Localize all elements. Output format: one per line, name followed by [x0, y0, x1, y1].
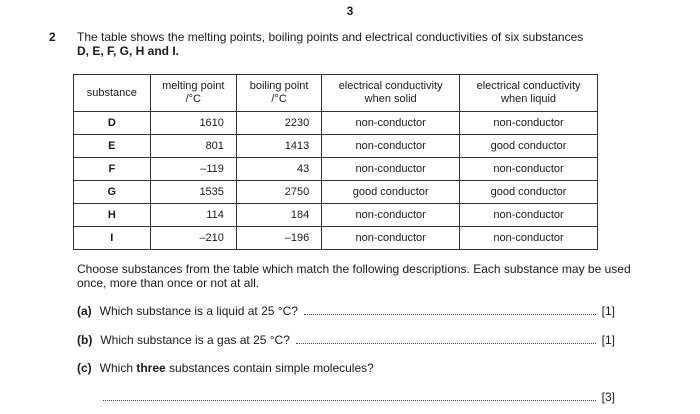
part-c-label: (c) [77, 361, 92, 375]
cell-conductivity-liquid: non-conductor [460, 204, 598, 227]
header-substance: substance [74, 75, 151, 112]
table-row [74, 112, 598, 135]
cell-conductivity-solid: good conductor [322, 181, 460, 204]
table-header-row [74, 75, 598, 112]
cell-boiling: 2230 [236, 112, 321, 135]
part-b [77, 333, 615, 347]
substances-table [73, 74, 598, 250]
cell-conductivity-solid: non-conductor [322, 204, 460, 227]
table-row [74, 181, 598, 204]
cell-substance: F [74, 158, 151, 181]
part-b-text: Which substance is a gas at 25 °C? [100, 333, 290, 347]
part-a [77, 304, 615, 318]
cell-melting: 114 [150, 204, 236, 227]
cell-conductivity-liquid: good conductor [460, 135, 598, 158]
part-c-answer-row [103, 390, 615, 404]
table-row [74, 135, 598, 158]
part-b-marks: [1] [601, 333, 615, 347]
cell-substance: D [74, 112, 151, 135]
question-intro [77, 30, 637, 58]
header-melting-point: melting point /°C [150, 75, 236, 112]
cell-boiling: 1413 [236, 135, 321, 158]
header-conductivity-solid: electrical conductivity when solid [322, 75, 460, 112]
cell-melting: 801 [150, 135, 236, 158]
table-row [74, 158, 598, 181]
cell-boiling: 43 [236, 158, 321, 181]
part-a-text: Which substance is a liquid at 25 °C? [99, 304, 298, 318]
cell-boiling: 184 [236, 204, 321, 227]
cell-conductivity-solid: non-conductor [322, 227, 460, 250]
cell-boiling: –196 [236, 227, 321, 250]
part-a-marks: [1] [601, 304, 615, 318]
cell-conductivity-liquid: non-conductor [460, 158, 598, 181]
cell-substance: G [74, 181, 151, 204]
cell-conductivity-solid: non-conductor [322, 158, 460, 181]
cell-conductivity-liquid: good conductor [460, 181, 598, 204]
table-row [74, 204, 598, 227]
question-intro-line1: The table shows the melting points, boiling points and electrical conductivities of six substances [77, 30, 584, 44]
part-c [77, 361, 615, 375]
cell-boiling: 2750 [236, 181, 321, 204]
instructions: Choose substances from the table which match the following descriptions. Each substance may be used once, more than once or not at all. [77, 262, 631, 290]
part-b-label: (b) [77, 333, 93, 347]
cell-conductivity-solid: non-conductor [322, 135, 460, 158]
part-a-label: (a) [77, 304, 92, 318]
part-c-marks: [3] [601, 390, 615, 404]
cell-conductivity-liquid: non-conductor [460, 227, 598, 250]
page-number: 3 [346, 4, 354, 18]
cell-melting: –210 [150, 227, 236, 250]
header-boiling-point: boiling point /°C [236, 75, 321, 112]
part-c-answer-line[interactable] [103, 391, 596, 401]
table-row [74, 227, 598, 250]
cell-melting: –119 [150, 158, 236, 181]
cell-substance: H [74, 204, 151, 227]
part-b-answer-line[interactable] [296, 334, 596, 344]
question-intro-line2: D, E, F, G, H and I. [77, 44, 180, 58]
part-a-answer-line[interactable] [304, 305, 596, 315]
header-conductivity-liquid: electrical conductivity when liquid [460, 75, 598, 112]
cell-melting: 1535 [150, 181, 236, 204]
cell-substance: I [74, 227, 151, 250]
question-number: 2 [49, 30, 56, 44]
part-c-text: Which three substances contain simple molecules? [99, 361, 374, 375]
cell-substance: E [74, 135, 151, 158]
cell-conductivity-solid: non-conductor [322, 112, 460, 135]
cell-melting: 1610 [150, 112, 236, 135]
cell-conductivity-liquid: non-conductor [460, 112, 598, 135]
